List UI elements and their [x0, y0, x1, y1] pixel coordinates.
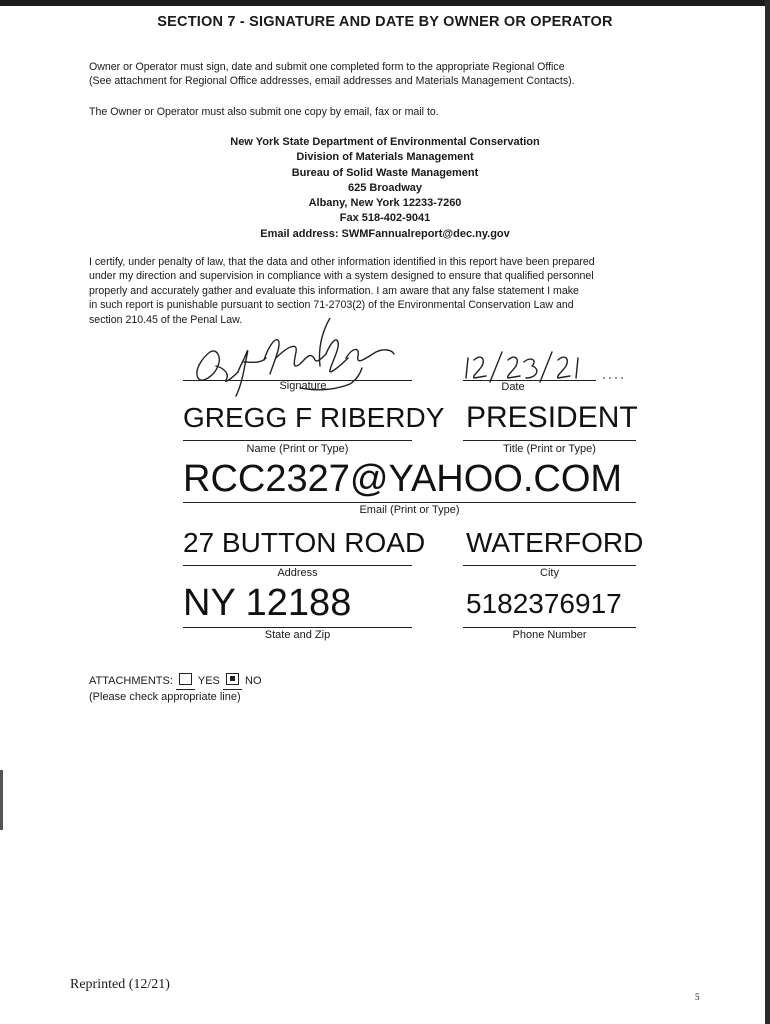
agency-fax: Fax 518-402-9041 [339, 212, 431, 225]
phone-line [463, 627, 636, 628]
submission-instructions [89, 60, 701, 89]
page-number: 5 [695, 992, 700, 1002]
title-value: PRESIDENT [466, 401, 638, 434]
phone-value: 5182376917 [466, 588, 622, 619]
attachments-no-checkbox[interactable] [226, 673, 239, 685]
agency-email: Email address: SWMFannualreport@dec.ny.gov [260, 227, 510, 240]
state-zip-line [183, 627, 412, 628]
reprinted-date: Reprinted (12/21) [70, 977, 170, 992]
certification-line: section 210.45 of the Penal Law. [89, 313, 243, 326]
title-label: Title (Print or Type) [503, 443, 596, 455]
attachments-row [89, 673, 262, 690]
name-label: Name (Print or Type) [246, 443, 349, 455]
certification-statement [89, 255, 701, 327]
title-line [463, 440, 636, 441]
attachments-no-label: NO [245, 675, 262, 687]
instruction-line: (See attachment for Regional Office addresses, email addresses and Materials Management Contacts). [89, 75, 575, 88]
certification-line: in such report is punishable pursuant to section 71-2703(2) of the Environmental Conservation Law and [89, 299, 574, 312]
attachments-yes-checkbox[interactable] [179, 673, 192, 685]
scan-edge-top [0, 0, 770, 6]
attachments-section [89, 673, 262, 705]
email-label: Email (Print or Type) [359, 504, 460, 516]
phone-label: Phone Number [512, 629, 587, 641]
city-value: WATERFORD [466, 527, 644, 558]
address-line [183, 565, 412, 566]
agency-bureau: Bureau of Solid Waste Management [291, 166, 479, 179]
signature-label: Signature [279, 380, 327, 392]
agency-city-state: Albany, New York 12233-7260 [308, 197, 462, 210]
agency-division: Division of Materials Management [296, 151, 474, 164]
state-zip-label: State and Zip [264, 629, 331, 641]
copy-instructions: The Owner or Operator must also submit one copy by email, fax or mail to. [89, 106, 439, 118]
certification-line: I certify, under penalty of law, that the data and other information identified in this report have been prepared [89, 256, 595, 268]
name-line [183, 440, 412, 441]
state-zip-value: NY 12188 [183, 582, 352, 624]
instruction-line: Owner or Operator must sign, date and submit one completed form to the appropriate Regional Office [89, 61, 565, 73]
attachments-label: ATTACHMENTS: [89, 675, 173, 687]
address-label: Address [277, 567, 318, 579]
city-line [463, 565, 636, 566]
email-line [183, 502, 636, 503]
date-label: Date [501, 381, 525, 393]
scan-edge-left [0, 770, 3, 830]
attachments-no-line[interactable] [223, 673, 242, 690]
attachments-yes-line[interactable] [176, 673, 195, 690]
agency-street: 625 Broadway [348, 181, 422, 194]
email-value: RCC2327@YAHOO.COM [183, 458, 623, 500]
certification-line: under my direction and supervision in compliance with a system designed to ensure that qualified personnel [89, 270, 594, 283]
attachments-yes-label: YES [197, 675, 220, 687]
certification-line: properly and accurately gather and evaluate this information. I am aware that any false statement I make [89, 284, 579, 297]
address-value: 27 BUTTON ROAD [183, 527, 426, 558]
agency-address-block [0, 135, 770, 242]
city-label: City [540, 567, 559, 579]
name-value: GREGG F RIBERDY [183, 402, 445, 433]
section-title: SECTION 7 - SIGNATURE AND DATE BY OWNER OR OPERATOR [157, 14, 613, 30]
attachments-note: (Please check appropriate line) [89, 691, 241, 703]
agency-name: New York State Department of Environmental Conservation [230, 136, 540, 148]
